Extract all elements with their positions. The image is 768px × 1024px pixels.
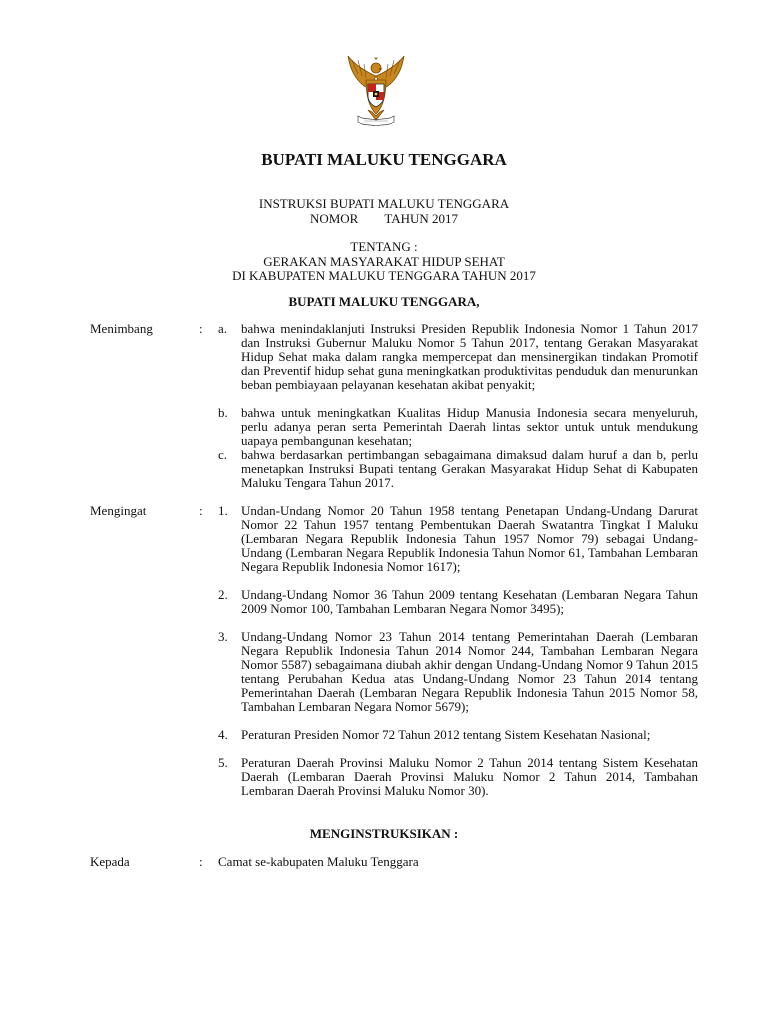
- instruction-heading: MENGINSTRUKSIKAN :: [309, 826, 459, 841]
- mengingat-colon: :: [199, 503, 203, 518]
- list-item-marker: 4.: [218, 727, 228, 742]
- list-item-marker: 5.: [218, 755, 228, 770]
- menimbang-label: Menimbang: [90, 321, 153, 336]
- nomor-label: NOMOR: [309, 211, 359, 226]
- subject-line-1: GERAKAN MASYARAKAT HIDUP SEHAT: [263, 254, 505, 269]
- kepada-colon: :: [199, 854, 203, 869]
- list-item-text: Peraturan Daerah Provinsi Maluku Nomor 2 Tahun 2014 tentang Sistem Kesehatan Daerah (Lembaran Daerah Provinsi Maluku Nomor 2 Tahun 2014, Tambahan Lembaran Daerah Provinsi Maluku Nomor 30).: [241, 755, 698, 798]
- list-item-text: Undang-Undang Nomor 23 Tahun 2014 tentang Pemerintahan Daerah (Lembaran Negara Republik Indonesia Tahun 2014 Nomor 244, Tambahan Lembaran Negara Nomor 5587) sebagaimana diubah akhir dengan Undang-Undang Nomor 9 Tahun 2015 tentang Perubahan Kedua atas Undang-Undang Nomor 23 Tahun 2014 tentang Pemerintahan Daerah (Lembaran Negara Republik Indonesia Tahun 2015 Nomor 58, Tambahan Lembaran Negara Nomor 5679);: [241, 629, 698, 714]
- list-item-marker: c.: [218, 447, 228, 462]
- list-item-text: Peraturan Presiden Nomor 72 Tahun 2012 tentang Sistem Kesehatan Nasional;: [241, 727, 651, 742]
- subject-line-2: DI KABUPATEN MALUKU TENGGARA TAHUN 2017: [232, 268, 536, 283]
- garuda-emblem-icon: [344, 54, 408, 126]
- mengingat-label: Mengingat: [90, 503, 147, 518]
- kepada-recipient: Camat se-kabupaten Maluku Tenggara: [218, 854, 419, 869]
- tahun-label: TAHUN 2017: [384, 211, 459, 226]
- kepada-label: Kepada: [90, 854, 130, 869]
- list-item-text: bahwa berdasarkan pertimbangan sebagaimana dimaksud dalam huruf a dan b, perlu menetapkan Instruksi Bupati tentang Gerakan Masyarakat Hidup Sehat di Kabupaten Maluku Tengara Tahun 2017.: [241, 447, 698, 490]
- list-item-text: bahwa menindaklanjuti Instruksi Presiden Republik Indonesia Nomor 1 Tahun 2017 dan Instruksi Gubernur Maluku Nomor 5 Tahun 2017, tentang Gerakan Masyarakat Hidup Sehat maka dalam rangka mempercepat dan mensinergikan tindakan Promotif dan Preventif hidup sehat guna meningkatkan produktivitas penduduk dan menurunkan beban pembiayaan pelayanan kesehatan akibat penyakit;: [241, 321, 698, 392]
- list-item-marker: 2.: [218, 587, 228, 602]
- page-title: BUPATI MALUKU TENGGARA: [261, 150, 507, 169]
- tentang-label: TENTANG :: [350, 239, 418, 254]
- list-item-marker: a.: [218, 321, 228, 336]
- list-item-marker: 1.: [218, 503, 228, 518]
- list-item-marker: b.: [218, 405, 228, 420]
- instruction-title: INSTRUKSI BUPATI MALUKU TENGGARA: [258, 196, 510, 211]
- menimbang-colon: :: [199, 321, 203, 336]
- list-item-text: Undan-Undang Nomor 20 Tahun 1958 tentang Penetapan Undang-Undang Darurat Nomor 22 Tahun 1957 tentang Pembentukan Daerah Swatantra Tingkat I Maluku (Lembaran Negara Republik Indonesia Tahun 1957 Nomor 79) sebagai Undang-Undang (Lembaran Negara Republik Indonesia Tahun Nomor 61, Tambahan Lembaran Negara Republik Indonesia Nomor 1617);: [241, 503, 698, 574]
- list-item-text: bahwa untuk meningkatkan Kualitas Hidup Manusia Indonesia secara menyeluruh, perlu adanya peran serta Pemerintah Daerah lintas sektor untuk untuk mendukung uapaya pembangunan kesehatan;: [241, 405, 698, 448]
- list-item-marker: 3.: [218, 629, 228, 644]
- issuer-heading: BUPATI MALUKU TENGGARA,: [288, 294, 480, 309]
- list-item-text: Undang-Undang Nomor 36 Tahun 2009 tentang Kesehatan (Lembaran Negara Tahun 2009 Nomor 100, Tambahan Lembaran Negara Nomor 3495);: [241, 587, 698, 616]
- nomor-line: [0, 211, 768, 226]
